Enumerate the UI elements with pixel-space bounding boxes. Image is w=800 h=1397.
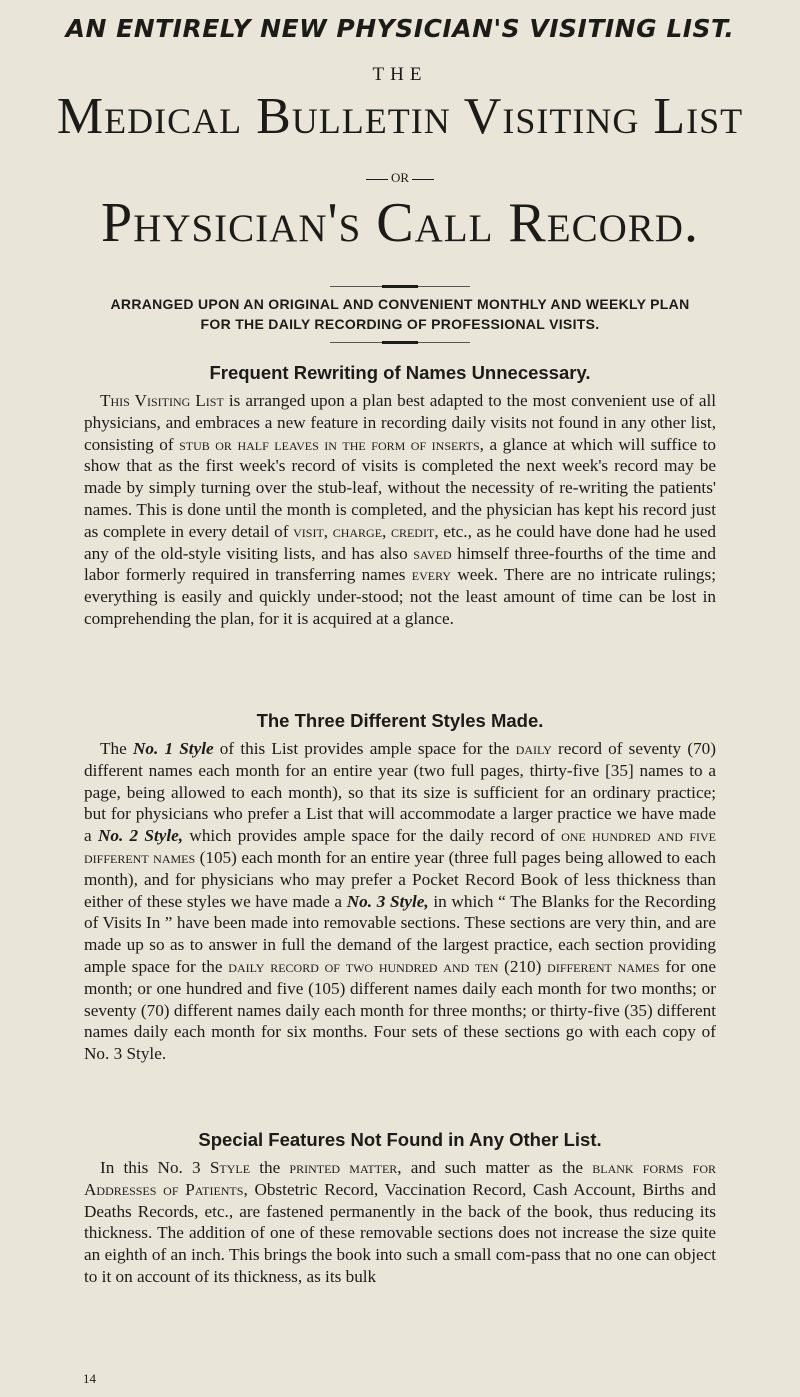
para2-text-8: for one month; or one hundred and five (105) different names daily each month for two months; or seventy (70) different names daily each month for three months; or thirty-five (35) different names daily each month for six months. Four sets of these sections go with each copy of No. 3 Style. xyxy=(84,956,717,1064)
or-label: OR xyxy=(390,170,410,185)
or-divider xyxy=(0,170,800,186)
para1-text-1: is arranged upon a plan best adapted to the most convenient use of all physicians, and embraces a new feature in recording daily visits not found in any other list, consisting of xyxy=(84,391,716,454)
the-label: THE xyxy=(372,64,428,85)
para3-smallcaps-2: printed matter xyxy=(289,1158,398,1177)
arranged-line-1: ARRANGED UPON AN ORIGINAL AND CONVENIENT MONTHLY AND WEEKLY PLAN xyxy=(110,296,690,312)
para3-text-2: the xyxy=(250,1158,290,1177)
para1-lead: This Visiting List xyxy=(100,391,224,410)
para2-text-4: which provides ample space for the daily record of xyxy=(183,826,562,846)
para3-smallcaps-1: Style xyxy=(209,1158,251,1177)
para2-smallcaps-4: different names xyxy=(547,956,660,976)
para1-smallcaps-1: stub or half leaves in the form of inserts xyxy=(179,434,480,454)
para2-smallcaps-1: daily xyxy=(515,739,552,758)
para1-smallcaps-2: visit, charge, credit xyxy=(293,521,435,541)
para2-text-2: of this List provides ample space for the xyxy=(213,739,516,758)
para1-smallcaps-4: every xyxy=(411,565,452,585)
para2-smallcaps-3: daily record of two hundred and ten xyxy=(228,956,499,976)
page-number: 14 xyxy=(83,1371,96,1386)
para3-smallcaps-3: blank forms for Addresses of Patients xyxy=(84,1158,717,1199)
para3-text-4: , Obstetric Record, Vaccination Record, Cash Account, Births and Deaths Records, etc., are fastened permanently in the back of the book, thus reducing its thickness. The addition of one of these removable sections does not increase the size quite an eighth of an inch. This brings the book into such a small com-pass that no one can object to it on account of its thickness, as its bulk xyxy=(84,1179,716,1286)
title-physicians-call-record: Physician's Call Record. xyxy=(101,192,699,254)
para2-text-5: (105) each month for an entire year (three full pages being allowed to each month), and for physicians who may prefer a Pocket Record Book of less thickness than either of these styles we have made a xyxy=(84,847,716,911)
para1-text-3: , etc., as he could have done had he used any of the old-style visiting lists, and has also xyxy=(84,521,717,563)
para2-text-7: (210) xyxy=(498,956,548,976)
section-heading-special-features: Special Features Not Found in Any Other List. xyxy=(198,1129,602,1150)
para1-smallcaps-3: saved xyxy=(413,543,452,563)
title-medical-bulletin: Medical Bulletin Visiting List xyxy=(56,88,744,145)
style-3-label: No. 3 Style, xyxy=(346,891,429,911)
style-1-label: No. 1 Style xyxy=(132,739,214,758)
style-2-label: No. 2 Style, xyxy=(97,826,184,846)
para2-text-3: record of seventy (70) different names each month for an entire year (two full pages, thirty-five [35] names to a page, being allowed to each month), so that its size is sufficient for an ordinary practice; but for physicians who prefer a List that will accommodate a larger practice we have made a xyxy=(84,739,716,846)
para2-smallcaps-2: one hundred and five different names xyxy=(84,826,716,867)
para1-text-2: , a glance at which will suffice to show that as the first week's record of visits is completed the next week's record may be made by simply turning over the stub-leaf, without the necessity of re-writing the patients' names. This is done until the month is completed, and the physician has kept his record just as complete in every detail of xyxy=(84,434,716,541)
paragraph-visiting-list xyxy=(84,390,716,630)
para1-text-4: himself three-fourths of the time and labor formerly required in transferring names xyxy=(84,543,717,585)
para3-text-1: In this No. 3 xyxy=(100,1158,210,1177)
headline: AN ENTIRELY NEW PHYSICIAN'S VISITING LIST. xyxy=(65,14,735,43)
ornamental-rule-top xyxy=(330,285,470,289)
arranged-subtitle xyxy=(40,294,760,334)
para2-text-6: in which “ The Blanks for the Recording of Visits In ” have been made into removable sections. These sections are very thin, and are made up so as to answer in full the demand of the largest practice, each section providing ample space for the xyxy=(84,891,716,976)
or-rule-right xyxy=(412,179,434,180)
section-heading-frequent-rewriting: Frequent Rewriting of Names Unnecessary. xyxy=(209,362,591,383)
para3-text-3: , and such matter as the xyxy=(397,1158,593,1177)
para2-text-1: The xyxy=(100,739,133,758)
ornamental-rule-bottom xyxy=(330,341,470,345)
paragraph-three-styles xyxy=(84,738,716,1065)
or-rule-left xyxy=(366,179,388,180)
arranged-line-2: FOR THE DAILY RECORDING OF PROFESSIONAL VISITS. xyxy=(200,316,600,332)
section-heading-three-styles: The Three Different Styles Made. xyxy=(256,710,544,731)
paragraph-special-features xyxy=(84,1157,716,1288)
para1-text-5: week. There are no intricate rulings; everything is easily and quickly under-stood; not the least amount of time can be lost in comprehending the plan, for it is acquired at a glance. xyxy=(84,565,716,628)
